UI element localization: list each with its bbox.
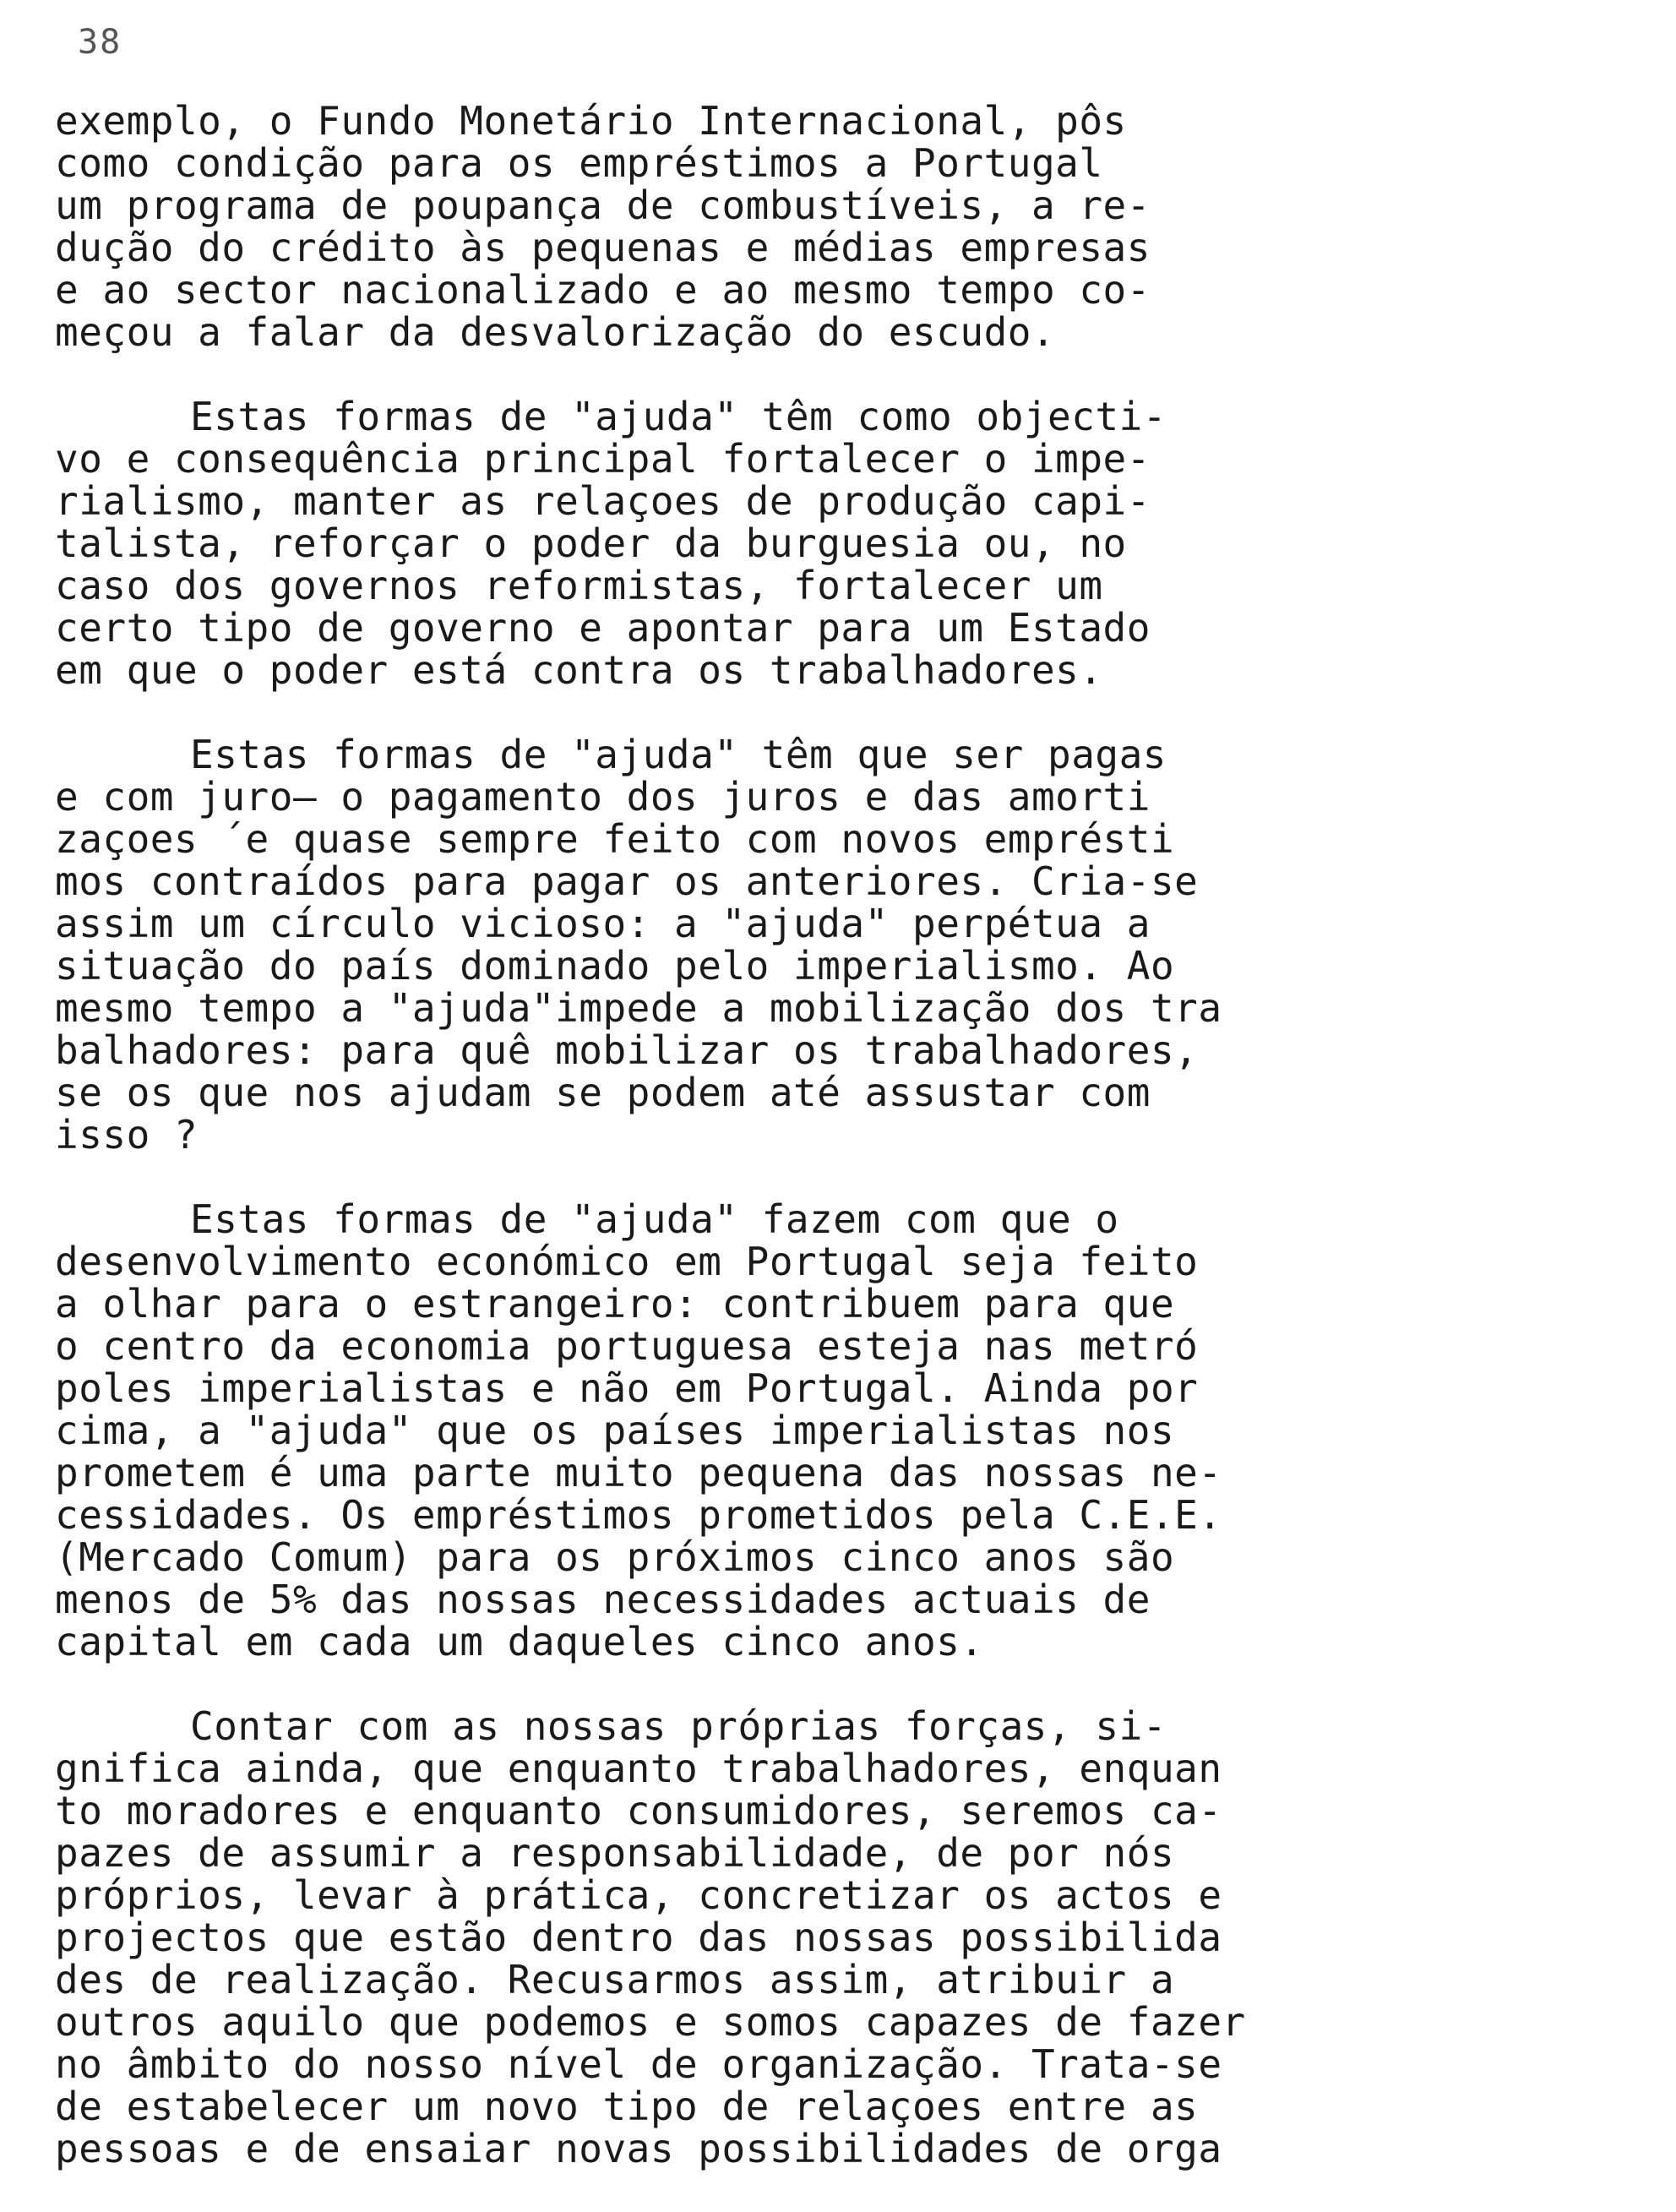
document-body [55, 100, 1373, 2212]
paragraph [55, 1705, 1373, 2170]
text-line: o centro da economia portuguesa esteja nas metró [55, 1323, 1199, 1369]
text-line: assim um círculo vicioso: a "ajuda" perpétua a [55, 901, 1151, 946]
text-line: poles imperialistas e não em Portugal. Ainda por [55, 1365, 1199, 1411]
paragraph [55, 733, 1373, 1156]
text-line: (Mercado Comum) para os próximos cinco anos são [55, 1534, 1175, 1580]
text-line: zaçoes ´e quase sempre feito com novos emprésti [55, 816, 1175, 862]
text-line: de estabelecer um novo tipo de relaçoes entre as [55, 2084, 1199, 2129]
text-line: isso ? [55, 1112, 199, 1158]
text-line: Contar com as nossas próprias forças, si- [190, 1703, 1167, 1749]
text-line: to moradores e enquanto consumidores, seremos ca- [55, 1788, 1222, 1833]
text-line: caso dos governos reformistas, fortalecer um [55, 563, 1103, 608]
text-line: um programa de poupança de combustíveis, a re- [55, 183, 1151, 228]
text-line: gnifica ainda, que enquanto trabalhadores, enquan [55, 1746, 1222, 1791]
text-line: certo tipo de governo e apontar para um Estado [55, 605, 1151, 651]
text-line: mesmo tempo a "ajuda"impede a mobilização dos tra [55, 985, 1222, 1031]
text-line: cima, a "ajuda" que os países imperialistas nos [55, 1408, 1175, 1453]
text-line: dução do crédito às pequenas e médias empresas [55, 225, 1151, 270]
text-line: no âmbito do nosso nível de organização. Trata-se [55, 2041, 1222, 2087]
text-line: em que o poder está contra os trabalhadores. [55, 647, 1103, 693]
text-line: talista, reforçar o poder da burguesia ou, no [55, 520, 1127, 566]
text-line: capital em cada um daqueles cinco anos. [55, 1619, 984, 1664]
text-line: meçou a falar da desvalorização do escudo. [55, 309, 1056, 355]
text-line: vo e consequência principal fortalecer o impe- [55, 436, 1151, 482]
paragraph [55, 395, 1373, 691]
text-line: a olhar para o estrangeiro: contribuem para que [55, 1281, 1175, 1327]
paragraph [55, 1198, 1373, 1663]
text-line: balhadores: para quê mobilizar os trabalhadores, [55, 1027, 1199, 1073]
text-line: se os que nos ajudam se podem até assustar com [55, 1070, 1151, 1115]
text-line: exemplo, o Fundo Monetário Internacional, pôs [55, 98, 1127, 144]
text-line: outros aquilo que podemos e somos capazes de fazer [55, 1999, 1246, 2045]
text-line: cessidades. Os empréstimos prometidos pela C.E.E. [55, 1492, 1222, 1538]
text-line: Estas formas de "ajuda" fazem com que o [190, 1196, 1119, 1242]
text-line: des de realização. Recusarmos assim, atribuir a [55, 1957, 1175, 2002]
text-line: situação do país dominado pelo imperialismo. Ao [55, 943, 1175, 989]
text-line: desenvolvimento económico em Portugal seja feito [55, 1239, 1199, 1284]
text-line: rialismo, manter as relaçoes de produção capi- [55, 478, 1151, 524]
text-line: pazes de assumir a responsabilidade, de por nós [55, 1830, 1175, 1876]
paragraph [55, 100, 1373, 353]
text-line: mos contraídos para pagar os anteriores. Cria-se [55, 858, 1199, 904]
text-line: Estas formas de "ajuda" têm que ser pagas [190, 732, 1167, 777]
text-line: prometem é uma parte muito pequena das nossas ne- [55, 1450, 1222, 1496]
text-line: menos de 5% das nossas necessidades actuais de [55, 1577, 1151, 1622]
text-line: Estas formas de "ajuda" têm como objecti- [190, 394, 1167, 439]
text-line: próprios, levar à prática, concretizar os actos e [55, 1872, 1222, 1918]
text-line: e ao sector nacionalizado e ao mesmo tempo co- [55, 267, 1151, 313]
text-line: pessoas e de ensaiar novas possibilidades de orga [55, 2126, 1222, 2171]
text-line: projectos que estão dentro das nossas possibilida [55, 1915, 1222, 1960]
page-number: 38 [78, 23, 122, 62]
text-line: como condição para os empréstimos a Portugal [55, 140, 1103, 186]
text-line: e com juro— o pagamento dos juros e das amorti [55, 774, 1151, 820]
